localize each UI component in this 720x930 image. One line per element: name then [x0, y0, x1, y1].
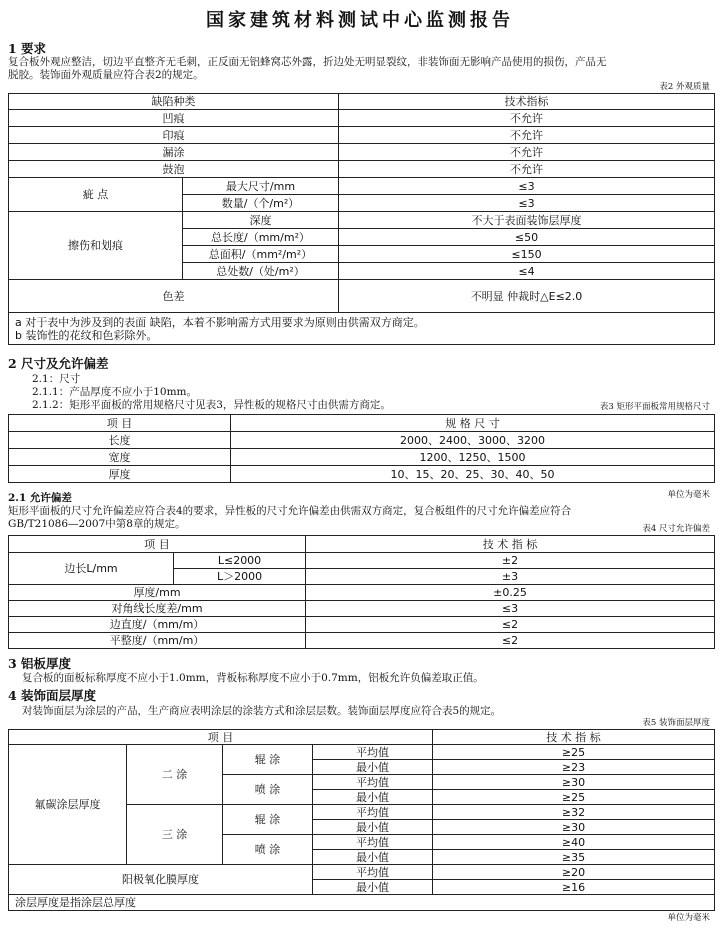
- table-row: [9, 144, 715, 161]
- coat-count: 三 涂: [127, 805, 223, 865]
- coat-method: 喷 涂: [223, 835, 313, 865]
- document-title: 国家建筑材料测试中心监测报告: [206, 10, 514, 31]
- table-row: [9, 617, 715, 633]
- item-name: 宽度: [9, 449, 231, 466]
- item-name: 长度: [9, 432, 231, 449]
- stat-value: ≥30: [433, 820, 715, 835]
- stat-label: 最小值: [313, 790, 433, 805]
- table-2-caption: 表2 外观质量: [659, 82, 710, 92]
- defect-value: 不允许: [339, 161, 715, 178]
- table-note-row: [9, 895, 715, 911]
- stat-label: 最小值: [313, 760, 433, 775]
- table-note-row: [9, 313, 715, 345]
- stat-label: 平均值: [313, 745, 433, 760]
- defect-name: 印痕: [9, 127, 339, 144]
- table-header-row: [9, 536, 715, 553]
- table-4-caption: 表4 尺寸允许偏差: [642, 524, 710, 534]
- section-2-line: 2.1.1：产品厚度不应小于10mm。: [32, 386, 197, 398]
- deviation-text: 矩形平面板的尺寸允许偏差应符合表4的要求，异性板的尺寸允许偏差由供需双方商定，复合板组件的尺寸允许偏差应符合: [8, 505, 572, 517]
- defect-value: ≤150: [339, 246, 715, 263]
- stat-value: ≥23: [433, 760, 715, 775]
- section-1-heading: 1 要求: [8, 41, 47, 56]
- section-4-heading: 4 装饰面层厚度: [8, 688, 97, 703]
- stat-value: ≥35: [433, 850, 715, 865]
- column-header: 项 目: [9, 730, 433, 745]
- table-note: 涂层厚度是指涂层总厚度: [9, 895, 715, 911]
- section-2-line: 2.1.2：矩形平面板的常用规格尺寸见表3，异性板的规格尺寸由供需方商定。: [32, 399, 391, 411]
- note-b: b 装饰性的花纹和色彩除外。: [15, 328, 158, 342]
- table-row: [9, 601, 715, 617]
- item-value: ≤3: [306, 601, 715, 617]
- stat-value: ≥16: [433, 880, 715, 895]
- table-note: [9, 313, 715, 345]
- coat-method: 辊 涂: [223, 745, 313, 775]
- table-row: [9, 110, 715, 127]
- spec-size-table: [8, 414, 715, 483]
- column-header: 规 格 尺 寸: [231, 415, 715, 432]
- table-row: [9, 745, 715, 760]
- item-value: 10、15、20、25、30、40、50: [231, 466, 715, 483]
- stat-value: ≥40: [433, 835, 715, 850]
- size-deviation-table: [8, 535, 715, 649]
- defect-value: 不允许: [339, 127, 715, 144]
- defect-name: 色差: [9, 280, 339, 313]
- appearance-quality-table: [8, 93, 715, 345]
- sub-item: 数量/（个/m²）: [183, 195, 339, 212]
- item-name: 厚度: [9, 466, 231, 483]
- table-row: [9, 280, 715, 313]
- item-value: 2000、2400、3000、3200: [231, 432, 715, 449]
- item-value: ±0.25: [306, 585, 715, 601]
- stat-value: ≥25: [433, 790, 715, 805]
- defect-value: ≤3: [339, 178, 715, 195]
- sub-item: L＞2000: [174, 569, 306, 585]
- table-row: [9, 127, 715, 144]
- section-2-heading: 2 尺寸及允许偏差: [8, 356, 109, 371]
- deviation-text: GB/T21086—2007中第8章的规定。: [8, 518, 186, 530]
- column-header: 缺陷种类: [9, 94, 339, 110]
- table-row: [9, 585, 715, 601]
- column-header: 技术指标: [339, 94, 715, 110]
- section-4-text: 对装饰面层为涂层的产品，生产商应表明涂层的涂装方式和涂层层数。装饰面层厚度应符合表5的规定。: [22, 705, 502, 717]
- item-name: 边长L/mm: [9, 553, 174, 585]
- table-row: [9, 633, 715, 649]
- coat-count: 二 涂: [127, 745, 223, 805]
- table-row: [9, 178, 715, 195]
- column-header: 技 术 指 标: [306, 536, 715, 553]
- defect-name: 擦伤和划痕: [9, 212, 183, 280]
- defect-value: 不明显 仲裁时△E≤2.0: [339, 280, 715, 313]
- defect-name: 鼓泡: [9, 161, 339, 178]
- item-value: ±2: [306, 553, 715, 569]
- section-3-text: 复合板的面板标称厚度不应小于1.0mm，背板标称厚度不应小于0.7mm，铝板允许负偏差取正值。: [22, 672, 484, 684]
- table-header-row: [9, 730, 715, 745]
- stat-value: ≥32: [433, 805, 715, 820]
- table-row: [9, 212, 715, 229]
- sub-item: 最大尺寸/mm: [183, 178, 339, 195]
- stat-label: 最小值: [313, 850, 433, 865]
- coat-method: 辊 涂: [223, 805, 313, 835]
- deviation-heading: 2.1 允许偏差: [8, 492, 72, 504]
- table-row: [9, 161, 715, 178]
- section-1-text: 复合板外观应整洁，切边平直整齐无毛刺，正反面无铝蜂窝芯外露，折边处无明显裂纹，非装饰面无影响产品使用的损伤，产品无: [8, 56, 607, 68]
- sub-item: L≤2000: [174, 553, 306, 569]
- defect-name: 凹痕: [9, 110, 339, 127]
- item-value: ≤2: [306, 617, 715, 633]
- defect-value: 不允许: [339, 110, 715, 127]
- item-name: 对角线长度差/mm: [9, 601, 306, 617]
- defect-value: ≤50: [339, 229, 715, 246]
- defect-value: ≤4: [339, 263, 715, 280]
- table-row: [9, 449, 715, 466]
- column-header: 项 目: [9, 415, 231, 432]
- item-name: 厚度/mm: [9, 585, 306, 601]
- table-row: [9, 466, 715, 483]
- item-value: ±3: [306, 569, 715, 585]
- section-2-line: 2.1：尺寸: [32, 373, 81, 385]
- coating-name: 阳极氧化膜厚度: [9, 865, 313, 895]
- defect-value: 不大于表面装饰层厚度: [339, 212, 715, 229]
- sub-item: 深度: [183, 212, 339, 229]
- table-header-row: [9, 415, 715, 432]
- coating-thickness-table: [8, 729, 715, 911]
- stat-label: 最小值: [313, 820, 433, 835]
- stat-label: 最小值: [313, 880, 433, 895]
- defect-name: 疵 点: [9, 178, 183, 212]
- item-value: 1200、1250、1500: [231, 449, 715, 466]
- table-header-row: [9, 94, 715, 110]
- defect-value: ≤3: [339, 195, 715, 212]
- sub-item: 总处数/（处/m²）: [183, 263, 339, 280]
- stat-value: ≥25: [433, 745, 715, 760]
- stat-value: ≥20: [433, 865, 715, 880]
- table-3-caption: 表3 矩形平面板常用规格尺寸: [599, 402, 710, 412]
- defect-value: 不允许: [339, 144, 715, 161]
- stat-label: 平均值: [313, 835, 433, 850]
- unit-note: 单位为毫米: [667, 490, 710, 500]
- note-a: a 对于表中为涉及到的表面 缺陷，本着不影响需方式用要求为原则由供需双方商定。: [15, 315, 425, 329]
- section-1-text: 脱胶。装饰面外观质量应符合表2的规定。: [8, 69, 204, 81]
- unit-note: 单位为毫米: [667, 913, 710, 923]
- column-header: 技 术 指 标: [433, 730, 715, 745]
- defect-name: 漏涂: [9, 144, 339, 161]
- coat-method: 喷 涂: [223, 775, 313, 805]
- coating-name: 氟碳涂层厚度: [9, 745, 127, 865]
- stat-label: 平均值: [313, 865, 433, 880]
- table-row: [9, 865, 715, 880]
- stat-label: 平均值: [313, 805, 433, 820]
- sub-item: 总长度/（mm/m²）: [183, 229, 339, 246]
- table-row: [9, 432, 715, 449]
- section-3-heading: 3 铝板厚度: [8, 656, 72, 671]
- column-header: 项 目: [9, 536, 306, 553]
- item-name: 边直度/（mm/m）: [9, 617, 306, 633]
- item-name: 平整度/（mm/m）: [9, 633, 306, 649]
- stat-label: 平均值: [313, 775, 433, 790]
- item-value: ≤2: [306, 633, 715, 649]
- stat-value: ≥30: [433, 775, 715, 790]
- table-row: [9, 553, 715, 569]
- sub-item: 总面积/（mm²/m²）: [183, 246, 339, 263]
- table-5-caption: 表5 装饰面层厚度: [642, 718, 710, 728]
